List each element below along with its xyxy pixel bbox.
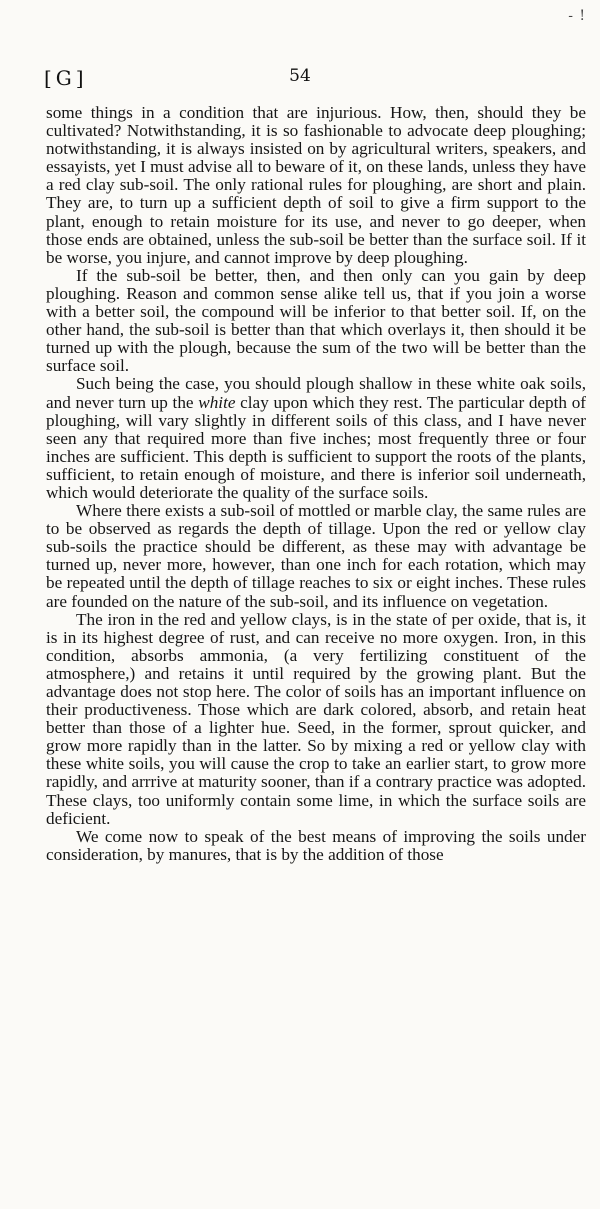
corner-mark: - ! <box>568 8 586 24</box>
paragraph-5: The iron in the red and yellow clays, is in the state of per oxide, that is, it is in its highest degree of rust, and can receive no more oxygen. Iron, in this condition, absorbs ammonia, (a very fertilizing constituent of the atmosphere,) and retains it until required by the growing plant. But the advantage does not stop here. The color of soils has an important influence on their productiveness. Those which are dark colored, absorb, and retain heat better than those of a lighter hue. Seed, in the former, sprout quicker, and grow more rapidly than in the latter. So by mixing a red or yellow clay with these white soils, you will cause the crop to take an earlier start, to grow more rapidly, and arrrive at maturity sooner, than if a contrary practice was adopted. These clays, too uniformly contain some lime, in which the surface soils are deficient. <box>46 609 586 828</box>
paragraph-3-before: Such being the case, you should plough shallow in these white oak soils, and never turn up the <box>46 374 586 412</box>
signature-mark: [G] <box>44 66 88 90</box>
paragraph-2: If the sub-soil be better, then, and then only can you gain by deep ploughing. Reason and common sense alike tell us, that if you join a worse with a better soil, the compound will be inferior to that better soil. If, on the other hand, the sub-soil is better than that which overlays it, then should it be turned up with the plough, because the sum of the two will be better than the surface soil. <box>46 265 586 376</box>
emphasis-white: white <box>198 392 236 412</box>
page-header <box>0 58 600 88</box>
paragraph-4: Where there exists a sub-soil of mottled or marble clay, the same rules are to be observed as regards the depth of tillage. Upon the red or yellow clay sub-soils the practice should be different, as these may with advantage be turned up, never more, however, than one inch for each rotation, which may be repeated until the depth of tillage reaches to six or eight inches. These rules are founded on the nature of the sub-soil, and its influence on vegetation. <box>46 501 586 611</box>
paragraph-6: We come now to speak of the best means of improving the soils under consideration, by manures, that is by the addition of those <box>46 826 586 864</box>
body-text <box>46 104 586 864</box>
paragraph-3 <box>46 375 586 502</box>
paragraph-1: some things in a condition that are injurious. How, then, should they be cultivated? Notwithstanding, it is so fashionable to advocate deep ploughing; notwithstanding, it is always insisted on by agricultural writers, speakers, and essayists, yet I must advise all to beware of it, on these lands, unless they have a red clay sub-soil. The only rational rules for ploughing, are short and plain. They are, to turn up a sufficient depth of soil to give a firm support to the plant, enough to retain moisture for its use, and never to go deeper, when those ends are obtained, unless the sub-soil be better than the surface soil. If it be worse, you injure, and cannot improve by deep ploughing. <box>46 103 586 267</box>
page-number: 54 <box>289 66 311 86</box>
paragraph-3-after: clay upon which they rest. The particular depth of ploughing, will vary slightly in different soils of this class, and I have never seen any that required more than five inches; most frequently three or four inches are sufficient. This depth is sufficient to support the roots of the plants, sufficient, to retain enough of moisture, and there is inferior soil underneath, which would deteriorate the quality of the surface soils. <box>46 392 587 502</box>
